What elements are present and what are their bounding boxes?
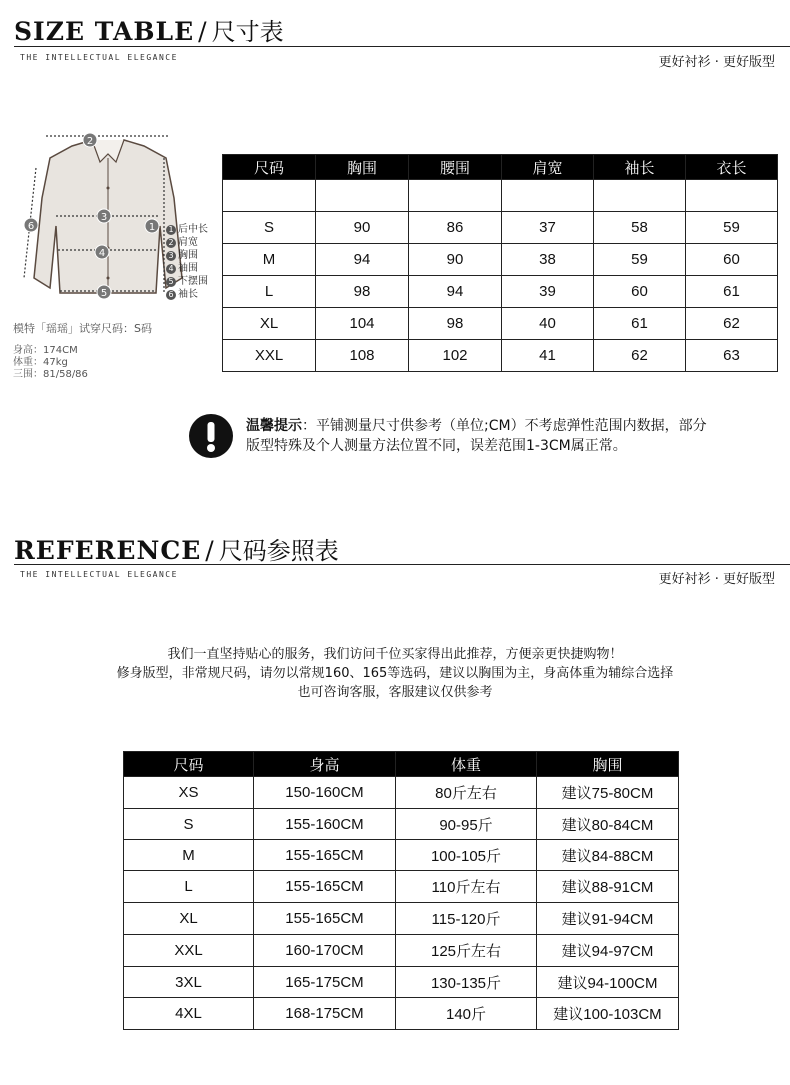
intro-line: 我们一直坚持贴心的服务，我们访问千位买家得出此推荐，方便亲更快捷购物！ bbox=[167, 647, 623, 662]
size-table-header bbox=[223, 155, 778, 180]
table-cell: 62 bbox=[594, 340, 686, 372]
table-cell: XXL bbox=[124, 935, 254, 967]
table-cell: 86 bbox=[409, 212, 502, 244]
reference-title-en: REFERENCE bbox=[14, 536, 202, 565]
table-cell: 61 bbox=[594, 308, 686, 340]
diagram-legend bbox=[166, 223, 208, 301]
table-cell: 155-165CM bbox=[254, 871, 396, 903]
model-weight: 体重：47kg bbox=[13, 357, 68, 368]
table-cell: L bbox=[124, 871, 254, 903]
svg-text:2: 2 bbox=[86, 136, 94, 147]
table-row bbox=[223, 212, 778, 244]
table-cell: 3XL bbox=[124, 967, 254, 998]
header-cell: 尺码 bbox=[223, 155, 316, 180]
svg-text:1: 1 bbox=[148, 222, 156, 233]
table-cell: 130-135斤 bbox=[396, 967, 537, 998]
table-cell: XXL bbox=[223, 340, 316, 372]
table-row bbox=[223, 276, 778, 308]
size-title-cn: 尺寸表 bbox=[211, 18, 284, 46]
table-row bbox=[124, 871, 679, 903]
reference-section-rule bbox=[14, 564, 790, 565]
table-cell: 104 bbox=[316, 308, 409, 340]
table-cell: M bbox=[223, 244, 316, 276]
tip-line-1-text: ：平铺测量尺寸供参考（单位;CM）不考虑弹性范围内数据，部分 bbox=[302, 418, 707, 434]
reference-title-cn: 尺码参照表 bbox=[218, 537, 339, 565]
table-cell: 建议75-80CM bbox=[537, 777, 679, 809]
table-cell: 41 bbox=[502, 340, 594, 372]
tip-line-2: 版型特殊及个人测量方法位置不同，误差范围1-3CM属正常。 bbox=[246, 438, 627, 454]
table-cell: 155-160CM bbox=[254, 809, 396, 840]
table-cell: 160-170CM bbox=[254, 935, 396, 967]
marker-4 bbox=[95, 245, 109, 259]
table-cell: 155-165CM bbox=[254, 840, 396, 871]
table-row bbox=[223, 340, 778, 372]
table-cell: 建议80-84CM bbox=[537, 809, 679, 840]
header-cell: 袖长 bbox=[594, 155, 686, 180]
header-cell: 身高 bbox=[254, 752, 396, 777]
model-note: 模特「瑶瑶」试穿尺码：S码 bbox=[13, 322, 152, 335]
table-cell: 100-105斤 bbox=[396, 840, 537, 871]
table-row bbox=[124, 777, 679, 809]
size-title-slash: / bbox=[198, 17, 208, 46]
svg-text:5: 5 bbox=[100, 288, 108, 299]
svg-text:6: 6 bbox=[27, 221, 35, 232]
table-cell: 165-175CM bbox=[254, 967, 396, 998]
header-cell: 尺码 bbox=[124, 752, 254, 777]
legend-item: 2 肩宽 bbox=[166, 236, 208, 249]
reference-section-subtitle: THE INTELLECTUAL ELEGANCE bbox=[20, 570, 178, 579]
table-cell: 40 bbox=[502, 308, 594, 340]
table-cell: 94 bbox=[316, 244, 409, 276]
intro-line: 也可咨询客服，客服建议仅供参考 bbox=[297, 685, 493, 700]
table-cell: XS bbox=[124, 777, 254, 809]
reference-table-header bbox=[124, 752, 679, 777]
table-cell: 61 bbox=[686, 276, 778, 308]
table-cell: 63 bbox=[686, 340, 778, 372]
svg-text:3: 3 bbox=[100, 212, 108, 223]
table-cell: 125斤左右 bbox=[396, 935, 537, 967]
reference-section-tagline: 更好衬衫 · 更好版型 bbox=[658, 572, 775, 587]
table-cell: 98 bbox=[316, 276, 409, 308]
header-cell: 胸围 bbox=[316, 155, 409, 180]
table-cell: 建议100-103CM bbox=[537, 998, 679, 1030]
reference-section-title bbox=[14, 531, 339, 566]
table-cell: 155-165CM bbox=[254, 903, 396, 935]
marker-2 bbox=[83, 133, 97, 147]
table-cell: S bbox=[124, 809, 254, 840]
size-section-rule bbox=[14, 46, 790, 47]
tip-text bbox=[246, 416, 766, 456]
table-cell bbox=[686, 180, 778, 212]
size-section-subtitle: THE INTELLECTUAL ELEGANCE bbox=[20, 53, 178, 62]
header-cell: 胸围 bbox=[537, 752, 679, 777]
legend-item: 5 下摆围 bbox=[166, 275, 208, 288]
table-cell: XL bbox=[223, 308, 316, 340]
marker-6 bbox=[24, 218, 38, 232]
table-cell bbox=[594, 180, 686, 212]
legend-item: 6 袖长 bbox=[166, 288, 208, 301]
tip-line-1 bbox=[246, 416, 766, 436]
svg-text:4: 4 bbox=[98, 248, 106, 259]
table-cell: 建议91-94CM bbox=[537, 903, 679, 935]
table-cell: 98 bbox=[409, 308, 502, 340]
table-cell: 115-120斤 bbox=[396, 903, 537, 935]
table-row bbox=[124, 840, 679, 871]
legend-item: 1 后中长 bbox=[166, 223, 208, 236]
table-cell bbox=[409, 180, 502, 212]
model-info bbox=[13, 345, 88, 381]
size-section-title bbox=[14, 12, 284, 47]
table-cell: 62 bbox=[686, 308, 778, 340]
table-cell: 建议88-91CM bbox=[537, 871, 679, 903]
table-cell: 60 bbox=[594, 276, 686, 308]
reference-table bbox=[123, 751, 679, 1030]
size-title-en: SIZE TABLE bbox=[14, 17, 195, 46]
table-cell: L bbox=[223, 276, 316, 308]
size-table bbox=[222, 154, 778, 372]
table-cell: 168-175CM bbox=[254, 998, 396, 1030]
table-cell: 102 bbox=[409, 340, 502, 372]
table-row bbox=[223, 308, 778, 340]
table-cell: 建议94-100CM bbox=[537, 967, 679, 998]
table-cell bbox=[223, 180, 316, 212]
table-cell: 38 bbox=[502, 244, 594, 276]
table-cell: 建议94-97CM bbox=[537, 935, 679, 967]
header-cell: 衣长 bbox=[686, 155, 778, 180]
header-cell: 腰围 bbox=[409, 155, 502, 180]
table-cell: 59 bbox=[594, 244, 686, 276]
reference-title-slash: / bbox=[205, 536, 215, 565]
table-cell: 39 bbox=[502, 276, 594, 308]
marker-1 bbox=[145, 219, 159, 233]
table-row bbox=[124, 935, 679, 967]
model-height: 身高：174CM bbox=[13, 345, 78, 356]
header-cell: 体重 bbox=[396, 752, 537, 777]
table-cell bbox=[316, 180, 409, 212]
table-cell bbox=[502, 180, 594, 212]
table-cell: 80斤左右 bbox=[396, 777, 537, 809]
table-cell: 4XL bbox=[124, 998, 254, 1030]
table-cell: 60 bbox=[686, 244, 778, 276]
intro-line: 修身版型，非常规尺码，请勿以常规160、165等选码，建议以胸围为主，身高体重为辅综合选择 bbox=[116, 666, 674, 681]
table-cell: 94 bbox=[409, 276, 502, 308]
table-row bbox=[124, 998, 679, 1030]
table-cell: 59 bbox=[686, 212, 778, 244]
table-cell: 140斤 bbox=[396, 998, 537, 1030]
table-cell: 108 bbox=[316, 340, 409, 372]
table-row bbox=[223, 244, 778, 276]
table-cell: 110斤左右 bbox=[396, 871, 537, 903]
marker-3 bbox=[97, 209, 111, 223]
size-section-tagline: 更好衬衫 · 更好版型 bbox=[658, 55, 775, 70]
table-cell: 58 bbox=[594, 212, 686, 244]
reference-intro bbox=[0, 645, 790, 702]
table-cell: XL bbox=[124, 903, 254, 935]
table-cell: M bbox=[124, 840, 254, 871]
header-cell: 肩宽 bbox=[502, 155, 594, 180]
legend-item: 4 袖围 bbox=[166, 262, 208, 275]
table-cell: 90 bbox=[409, 244, 502, 276]
table-cell: 建议84-88CM bbox=[537, 840, 679, 871]
warning-icon bbox=[189, 414, 233, 458]
model-measurements: 三围：81/58/86 bbox=[13, 369, 88, 380]
table-cell: S bbox=[223, 212, 316, 244]
table-cell: 90-95斤 bbox=[396, 809, 537, 840]
table-cell: 37 bbox=[502, 212, 594, 244]
tip-bold: 温馨提示 bbox=[246, 418, 302, 434]
table-cell: 150-160CM bbox=[254, 777, 396, 809]
table-row bbox=[124, 903, 679, 935]
legend-item: 3 胸围 bbox=[166, 249, 208, 262]
table-row bbox=[124, 809, 679, 840]
marker-5 bbox=[97, 285, 111, 299]
table-row bbox=[124, 967, 679, 998]
table-row bbox=[223, 180, 778, 212]
table-cell: 90 bbox=[316, 212, 409, 244]
